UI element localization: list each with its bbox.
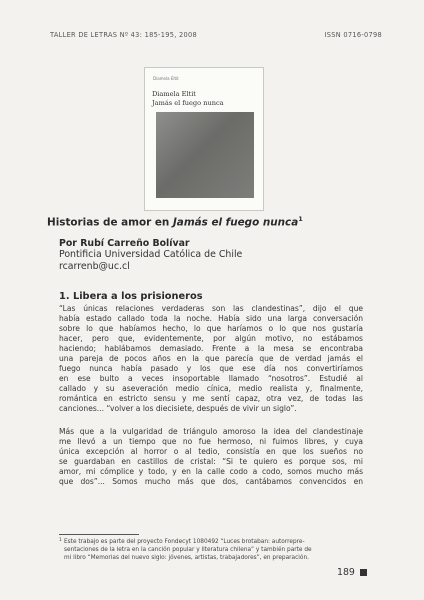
issn: ISSN 0716-0798 (324, 31, 382, 39)
text-line: hacer, pero que, evidentemente, por algún motivo, no estábamos (59, 334, 363, 343)
text-line: “Las únicas relaciones verdaderas son las clandestinas”, dijo el que (59, 304, 363, 313)
footnote-line: Este trabajo es parte del proyecto Fondecyt 1080492 “Luces brotaban: autorrepre- (64, 539, 305, 545)
article-author: Por Rubí Carreño Bolívar (59, 238, 190, 249)
text-line: romántica en estricto sensu y me sentí capaz, otra vez, de todas las (59, 394, 363, 403)
text-line: callado y su aseveración medio cínica, medio realista y, finalmente, (59, 384, 363, 393)
cover-author: Diamela Eltit (153, 76, 179, 81)
page-number: 189 (337, 567, 355, 578)
folio-square-icon (360, 569, 367, 576)
text-line: me llevó a un tiempo que no fue hermoso, ni fuimos libres, y cuya (59, 437, 363, 446)
text-line: amor, mi cómplice y todo, y en la calle codo a codo, somos mucho más (59, 467, 363, 476)
text-line: que dos”... Somos mucho más que dos, cantábamos convencidos en (59, 477, 363, 486)
text-line: se guardaban en castillos de cristal: “Si te quiero es porque sos, mi (59, 457, 363, 466)
title-book-name: Jamás el fuego nunca (172, 216, 299, 229)
text-line: fuego nunca había pasado y los que ese día nos convertiríamos (59, 364, 363, 373)
cover-photo (156, 112, 254, 198)
text-line: en ese bulto a veces insoportable llamado “nosotros”. Estudié al (59, 374, 363, 383)
text-line: Más que a la vulgaridad de triángulo amoroso la idea del clandestinaje (59, 427, 363, 436)
text-line: canciones... “volver a los diecisiete, después de vivir un siglo”. (59, 404, 297, 413)
text-line: una pareja de pocos años en la que parecía que de verdad jamás el (59, 354, 363, 363)
cover-title-line-1: Diamela Eltit (152, 90, 196, 98)
article-title (47, 215, 303, 228)
title-prefix: Historias de amor en (47, 216, 173, 229)
running-head (50, 31, 382, 39)
text-line: había estado callado toda la noche. Había sido una larga conversación (59, 314, 363, 323)
section-heading: 1. Libera a los prisioneros (59, 291, 203, 302)
footnote-mark: 1 (59, 538, 62, 543)
book-cover-image (144, 67, 264, 211)
title-footnote-mark: 1 (298, 215, 303, 223)
text-line: haciendo; hablábamos demasiado. Frente a la mesa se encontraba (59, 344, 363, 353)
page-folio (337, 567, 367, 578)
footnote-divider (59, 534, 139, 535)
footnote-line: sentaciones de la letra en la canción popular y literatura chilena” y también parte de (64, 547, 312, 553)
cover-title-line-2: Jamás el fuego nunca (152, 99, 224, 107)
author-email: rcarrenb@uc.cl (59, 261, 130, 272)
text-line: única excepción al horror o al tedio, consistía en que los sueños no (59, 447, 363, 456)
journal-citation: TALLER DE LETRAS Nº 43: 185-195, 2008 (50, 31, 197, 39)
author-affiliation: Pontificia Universidad Católica de Chile (59, 249, 243, 260)
text-line: sobre lo que habíamos hecho, lo que haríamos o lo que nos gustaría (59, 324, 363, 333)
footnote-line: mi libro “Memorias del nuevo siglo: jóvenes, artistas, trabajadores”, en preparación. (64, 555, 309, 561)
